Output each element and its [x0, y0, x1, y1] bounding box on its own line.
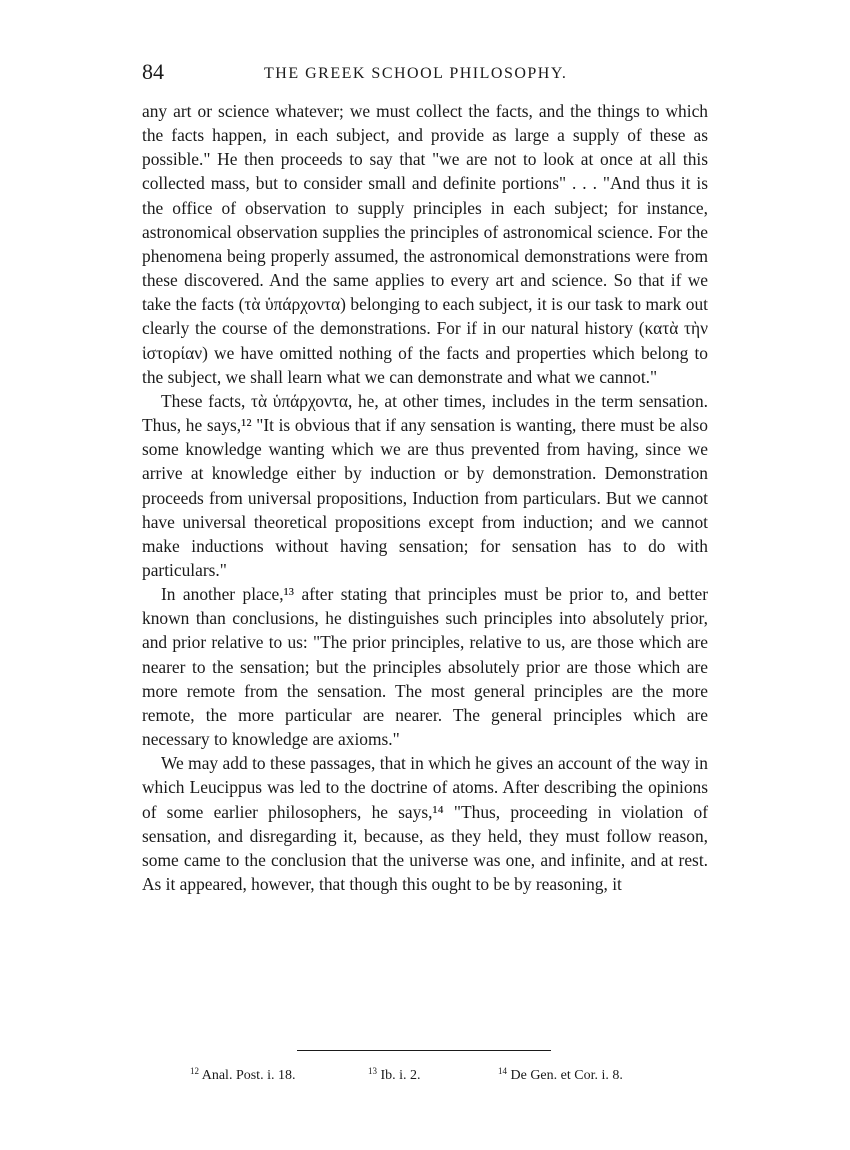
- footnote-mark: 12: [190, 1066, 199, 1076]
- running-head: [142, 58, 708, 88]
- body-text: [142, 99, 708, 896]
- paragraph: any art or science whatever; we must collect the facts, and the things to which the facts happen, in each subject, and provide as large a supply of these as possible." He then proceeds to say that "we are not to look at once at all this collected mass, but to consider small and definite portions" . . . "And thus it is the office of observation to supply principles in each subject; for instance, astronomical observation supplies the principles of astronomical science. For the phenomena being properly assumed, the astronomical demonstrations were from these discovered. And the same applies to every art and science. So that if we take the facts (τὰ ὑπάρχοντα) belonging to each subject, it is our task to mark out clearly the course of the demonstrations. For if in our natural history (κατὰ τὴν ἱστορίαν) we have omitted nothing of the facts and properties which belong to the subject, we shall learn what we can demonstrate and what we cannot.": [142, 101, 708, 387]
- footnote-mark: 13: [368, 1066, 377, 1076]
- paragraph: We may add to these passages, that in which he gives an account of the way in which Leucippus was led to the doctrine of atoms. After describing the opinions of some earlier philosophers, he says,¹⁴ "Thus, proceeding in violation of sensation, and disregarding it, because, as they held, they must follow reason, some came to the conclusion that the universe was one, and infinite, and at rest. As it appeared, however, that though this ought to be by reasoning, it: [142, 753, 708, 894]
- running-title: THE GREEK SCHOOL PHILOSOPHY.: [264, 65, 568, 82]
- footnote-text: Anal. Post. i. 18.: [201, 1068, 296, 1083]
- page-number: 84: [142, 59, 164, 84]
- footnote-mark: 14: [498, 1066, 507, 1076]
- footnote-text: De Gen. et Cor. i. 8.: [510, 1068, 623, 1083]
- footnote: [498, 1066, 623, 1086]
- footnote-rule: [297, 1050, 551, 1051]
- footnote-text: Ib. i. 2.: [380, 1068, 421, 1083]
- paragraph: In another place,¹³ after stating that principles must be prior to, and better known than conclusions, he distinguishes such principles into absolutely prior, and prior relative to us: "The prior principles, relative to us, are those which are nearer to the sensation; but the principles absolutely prior are those which are more remote from the sensation. The most general principles are the more remote, the more particular are nearer. The general principles which are necessary to knowledge are axioms.": [142, 584, 708, 750]
- footnote: [368, 1066, 421, 1086]
- footnotes: [0, 1066, 850, 1088]
- paragraph: These facts, τὰ ὑπάρχοντα, he, at other times, includes in the term sensation. Thus, he says,¹² "It is obvious that if any sensation is wanting, there must be also some knowledge wanting which we are thus prevented from having, since we arrive at knowledge either by induction or by demonstration. Demonstration proceeds from universal propositions, Induction from particulars. But we cannot have universal theoretical propositions except from induction; and we cannot make inductions without having sensation; for sensation has to do with particulars.": [142, 390, 708, 580]
- footnote: [190, 1066, 295, 1086]
